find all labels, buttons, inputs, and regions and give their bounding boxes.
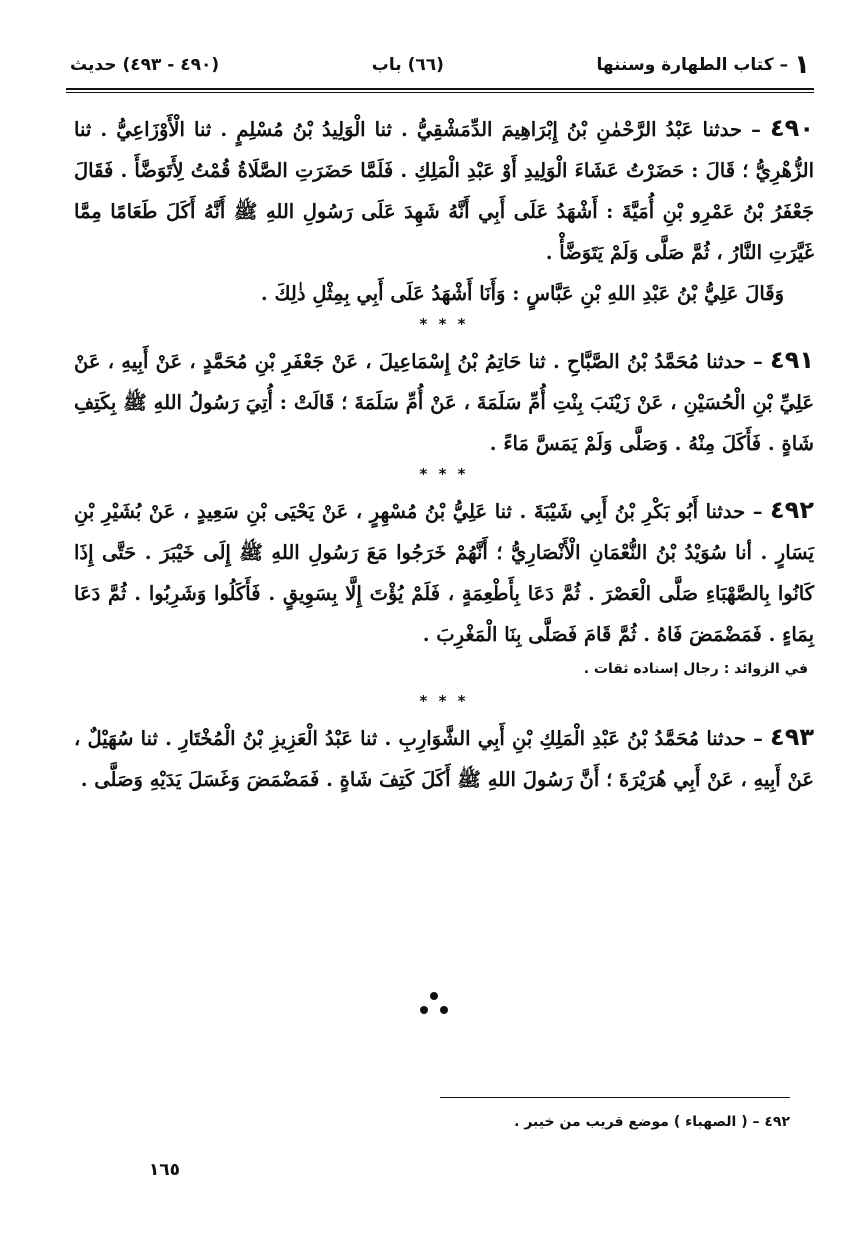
- hadith-number: ٤٩٢: [770, 496, 814, 524]
- footnote-rule: [440, 1097, 790, 1098]
- hadith-493: [74, 717, 814, 800]
- separator-stars: * * *: [419, 315, 469, 333]
- chapter-number: (٦٦): [407, 55, 444, 75]
- header-book: [597, 52, 810, 78]
- hadith-492: [74, 490, 814, 655]
- main-text: [74, 108, 814, 800]
- header-chapter: [372, 55, 444, 75]
- header-rule: [66, 88, 814, 93]
- hadith-491: [74, 340, 814, 464]
- hadith-490-addendum: وَقَالَ عَلِيُّ بْنُ عَبْدِ اللهِ بْنِ عَبَّاسٍ : وَأَنَا أَشْهَدُ عَلَى أَبِي بِمِثْلِ ذٰلِكَ .: [260, 282, 784, 305]
- header-hadith-range: [70, 55, 219, 75]
- hadith-number: ٤٩١: [770, 346, 814, 374]
- hadith-number: ٤٩٣: [770, 723, 814, 751]
- hadith-lead: – حدثنا: [702, 118, 761, 141]
- separator-stars: * * *: [419, 465, 469, 483]
- zawaid-note: في الزوائد : رجال إسناده ثقات .: [583, 661, 808, 677]
- footnote: ٤٩٢ – ( الصهباء ) موضع قريب من خيبر .: [514, 1114, 790, 1130]
- hadith-text: مُحَمَّدُ بْنُ الصَّبَّاحِ . ثنا حَاتِمُ بْنُ إِسْمَاعِيلَ ، عَنْ جَعْفَرِ بْنِ مُحَمَّدٍ ، عَنْ أَبِيهِ ، عَنْ عَلِيِّ بْنِ الْحُسَيْنِ ، عَنْ زَيْنَبَ بِنْتِ أُمِّ سَلَمَةَ ، عَنْ أُمِّ سَلَمَةَ ؛ قَالَتْ : أُتِيَ رَسُولُ اللهِ ﷺ بِكَتِفِ شَاةٍ . فَأَكَلَ مِنْهُ . وَصَلَّى وَلَمْ يَمَسَّ مَاءً .: [74, 350, 814, 455]
- header-dash: –: [779, 55, 789, 75]
- hadith-text: أَبُو بَكْرِ بْنُ أَبِي شَيْبَةَ . ثنا عَلِيُّ بْنُ مُسْهِرٍ ، عَنْ يَحْيَى بْنِ سَعِيدٍ ، عَنْ بُشَيْرِ بْنِ يَسَارٍ . أنا سُوَيْدُ بْنُ النُّعْمَانِ الْأَنْصَارِيُّ ؛ أَنَّهُمْ خَرَجُوا مَعَ رَسُولِ اللهِ ﷺ إِلَى خَيْبَرَ . حَتَّى إِذَا كَانُوا بِالصَّهْبَاءِ صَلَّى الْعَصْرَ . ثُمَّ دَعَا بِأَطْعِمَةٍ ، فَلَمْ يُؤْتَ إِلَّا بِسَوِيقٍ . فَأَكَلُوا وَشَرِبُوا . ثُمَّ دَعَا بِمَاءٍ . فَمَضْمَضَ فَاهُ . ثُمَّ قَامَ فَصَلَّى بِنَا الْمَغْرِبَ .: [74, 500, 814, 646]
- separator-stars: * * *: [419, 692, 469, 710]
- end-ornament-icon: [414, 988, 454, 1028]
- hadith-number: ٤٩٠: [770, 114, 814, 142]
- hadith-text: مُحَمَّدُ بْنُ عَبْدِ الْمَلِكِ بْنِ أَبِي الشَّوَارِبِ . ثنا عَبْدُ الْعَزِيزِ بْنُ الْمُخْتَارِ . ثنا سُهَيْلٌ ، عَنْ أَبِيهِ ، عَنْ أَبِي هُرَيْرَةَ ؛ أَنَّ رَسُولَ اللهِ ﷺ أَكَلَ كَتِفَ شَاةٍ . فَمَضْمَضَ وَغَسَلَ يَدَيْهِ وَصَلَّى .: [74, 727, 814, 791]
- hadith-text: عَبْدُ الرَّحْمٰنِ بْنُ إِبْرَاهِيمَ الدِّمَشْقِيُّ . ثنا الْوَلِيدُ بْنُ مُسْلِمٍ . ثنا الْأَوْزَاعِيُّ . ثنا الزُّهْرِيُّ ؛ قَالَ : حَضَرْتُ عَشَاءَ الْوَلِيدِ أَوْ عَبْدِ الْمَلِكِ . فَلَمَّا حَضَرَتِ الصَّلَاةُ قُمْتُ لِأَتَوَضَّأَ . فَقَالَ جَعْفَرُ بْنُ عَمْرِو بْنِ أُمَيَّةَ : أَشْهَدُ عَلَى أَبِي أَنَّهُ شَهِدَ عَلَى رَسُولِ اللهِ ﷺ أَنَّهُ أَكَلَ طَعَامًا مِمَّا غَيَّرَتِ النَّارُ ، ثُمَّ صَلَّى وَلَمْ يَتَوَضَّأْ .: [74, 118, 814, 264]
- running-header: [70, 46, 810, 84]
- book-title: كتاب الطهارة وسننها: [596, 55, 774, 75]
- hadith-490: [74, 108, 814, 273]
- page-number: ١٦٥: [148, 1160, 180, 1180]
- hadith-lead: – حدثنا: [705, 500, 763, 523]
- hadith-word: حديث: [70, 55, 117, 75]
- chapter-word: باب: [371, 55, 402, 75]
- volume-number: ١: [794, 50, 810, 80]
- hadith-lead: – حدثنا: [706, 727, 763, 750]
- hadith-range: (٤٩٠ - ٤٩٣): [122, 55, 220, 75]
- hadith-lead: – حدثنا: [706, 350, 763, 373]
